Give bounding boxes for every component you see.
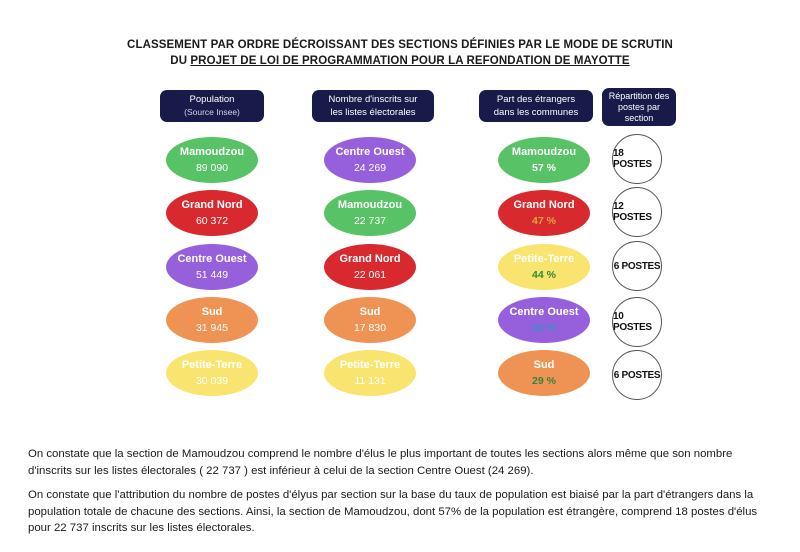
etrangers-item	[498, 190, 590, 236]
paragraph-2-line-3: pour 22 737 inscrits sur les listes électorales.	[28, 522, 255, 534]
page-subtitle	[0, 53, 800, 69]
inscrits-item	[324, 244, 416, 290]
population-item	[166, 297, 258, 343]
postes-badge: 6 POSTES	[612, 241, 662, 291]
header-etrangers	[479, 90, 593, 122]
section-name: Centre Ouest	[177, 253, 247, 265]
header-population-source: (Source Insee)	[184, 107, 240, 117]
section-name: Grand Nord	[339, 253, 401, 265]
inscrits-item	[324, 350, 416, 396]
section-value: 11 131	[354, 375, 386, 387]
section-name: Centre Ouest	[509, 306, 579, 318]
paragraph-1-line-1: On constate que la section de Mamoudzou comprend le nombre d'élus le plus important de toutes les sections alors même que son nombre	[28, 448, 733, 460]
header-population	[160, 90, 264, 122]
section-name: Mamoudzou	[511, 146, 577, 158]
header-etrangers-line1: Part des étrangers	[496, 94, 576, 105]
section-value: 51 449	[195, 269, 229, 281]
paragraph-2-line-2: population totale de chacune des sections. Ainsi, la section de Mamoudzou, dont 57% de la population est étrangère, comprend 18 postes d'élus	[28, 505, 758, 518]
header-postes-line2: postes par	[617, 101, 661, 112]
section-value: 17 830	[353, 322, 387, 334]
header-etrangers-line2: dans les communes	[493, 107, 579, 118]
paragraph-2-line-1: On constate que l'attribution du nombre de postes d'élyus par section sur la base du taux de population est biaisé par la part d'étrangers dans la	[28, 489, 754, 501]
section-value: 24 269	[353, 162, 387, 174]
section-name: Petite-Terre	[339, 359, 401, 371]
section-name: Sud	[359, 306, 381, 318]
etrangers-item	[498, 297, 590, 343]
subtitle-underlined: PROJET DE LOI DE PROGRAMMATION POUR LA REFONDATION DE MAYOTTE	[190, 55, 630, 67]
section-name: Petite-Terre	[513, 253, 575, 265]
paragraph-2	[28, 487, 776, 537]
population-item	[166, 190, 258, 236]
inscrits-item	[324, 297, 416, 343]
section-value: 89 090	[195, 162, 229, 174]
section-name: Mamoudzou	[179, 146, 245, 158]
section-percent: 47 %	[532, 215, 556, 227]
etrangers-item	[498, 137, 590, 183]
header-inscrits	[312, 90, 434, 122]
paragraph-1-line-2: d'inscrits sur les listes électorales ( 22 737 ) est inférieur à celui de la section Centre Ouest (24 269).	[28, 464, 534, 477]
inscrits-item	[324, 137, 416, 183]
population-item	[166, 137, 258, 183]
section-name: Grand Nord	[181, 199, 243, 211]
section-name: Centre Ouest	[335, 146, 405, 158]
section-name: Grand Nord	[513, 199, 575, 211]
section-name: Petite-Terre	[181, 359, 243, 371]
population-item	[166, 244, 258, 290]
section-value: 60 372	[195, 215, 229, 227]
header-population-label: Population	[189, 94, 235, 105]
header-postes	[602, 88, 676, 126]
header-postes-line3: section	[624, 112, 654, 123]
section-name: Sud	[533, 359, 555, 371]
section-name: Sud	[201, 306, 223, 318]
postes-badge: 10 POSTES	[612, 297, 662, 347]
section-value: 30 039	[195, 375, 229, 387]
section-value: 22 061	[353, 269, 387, 281]
postes-badge: 6 POSTES	[612, 350, 662, 400]
population-item	[166, 350, 258, 396]
header-inscrits-line2: les listes électorales	[330, 107, 416, 118]
section-percent: 57 %	[532, 162, 556, 174]
section-value: 22 737	[353, 215, 387, 227]
postes-badge: 12 POSTES	[612, 187, 662, 237]
header-postes-line1: Répartition des	[608, 90, 670, 101]
etrangers-item	[498, 244, 590, 290]
section-value: 31 945	[195, 322, 229, 334]
paragraph-1	[28, 446, 776, 479]
inscrits-item	[324, 190, 416, 236]
section-name: Mamoudzou	[337, 199, 403, 211]
section-percent: 29 %	[532, 375, 556, 387]
section-percent: 44 %	[532, 269, 556, 281]
section-percent: 32 %	[532, 322, 556, 334]
etrangers-item	[498, 350, 590, 396]
page-title: CLASSEMENT PAR ORDRE DÉCROISSANT DES SECTIONS DÉFINIES PAR LE MODE DE SCRUTIN	[127, 39, 673, 51]
postes-badge: 18 POSTES	[612, 134, 662, 184]
header-inscrits-line1: Nombre d'inscrits sur	[328, 94, 418, 105]
subtitle-prefix: DU	[170, 55, 191, 67]
